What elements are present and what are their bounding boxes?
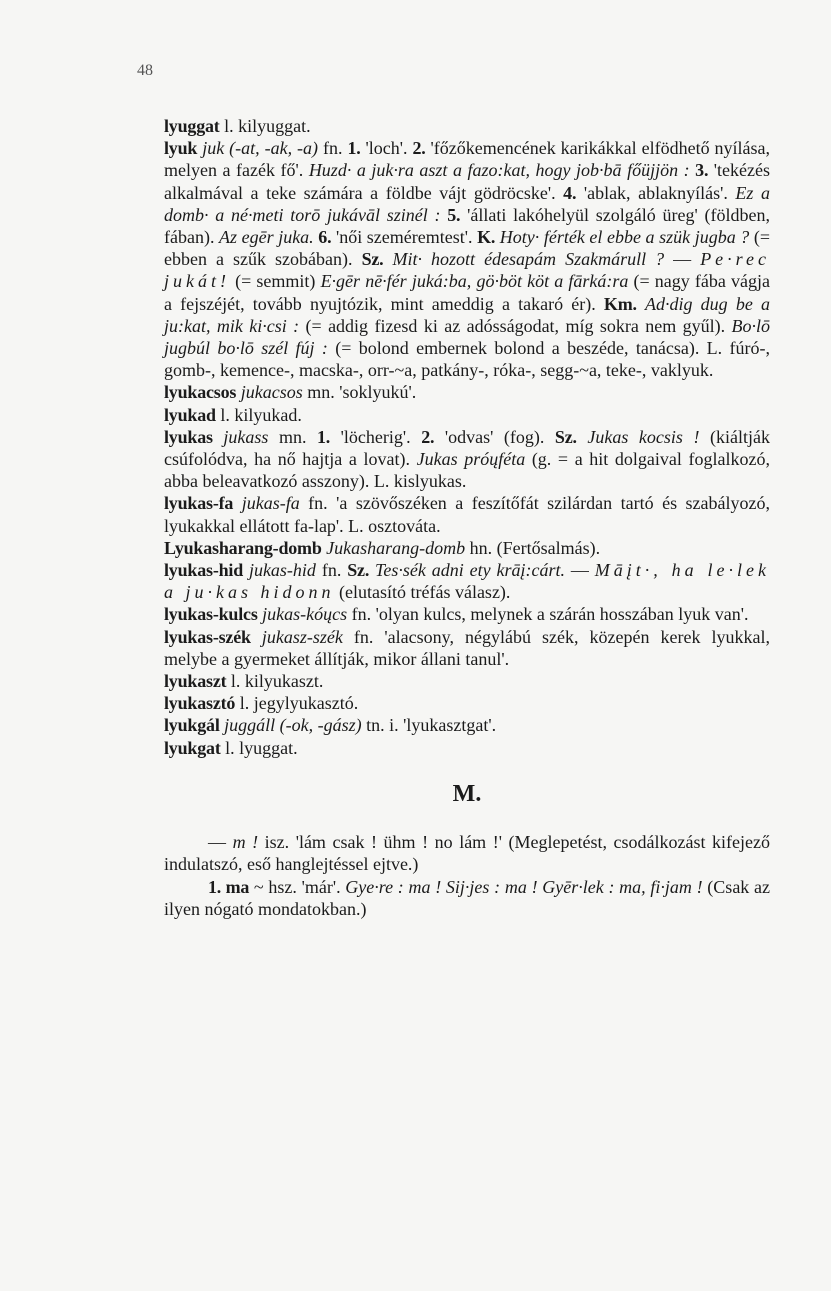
entry-text: tn. i. 'lyukasztgat'. (361, 715, 497, 736)
region-label: K. (477, 227, 496, 248)
dialect-form: jukas-fa (241, 493, 300, 514)
headword: lyukas-kulcs (164, 604, 258, 625)
entry-text: l. kilyuggat. (219, 116, 311, 136)
entry-text: (= semmit) (230, 271, 321, 292)
entry-text: (= nagy fába vágja a fejszéjét, tovább nyujtózik, mint ameddig a takaró ér). (164, 271, 770, 314)
example: Hoty· férték el ebbe a szük jugba ? (499, 227, 750, 248)
dialect-form: jukass (223, 426, 269, 447)
entry-lyukad (164, 404, 770, 426)
entry-text: l. lyuggat. (220, 737, 298, 758)
entry-text: — (564, 560, 595, 581)
entry-text (233, 493, 241, 513)
entry-lyukas-szek (164, 626, 770, 670)
sense-number: 1. (347, 138, 361, 159)
dialect-form: m ! (232, 832, 259, 853)
headword: lyuggat (164, 116, 220, 136)
dialect-form: jukacsos (240, 382, 303, 403)
headword: lyukaszt (164, 671, 227, 692)
entry-text: hn. (Fertősalmás). (465, 537, 601, 558)
entry-text: (kiáltják csúfolódva, ha nő hajtja a lovat). (164, 426, 770, 470)
sense-number: 2. (412, 138, 426, 159)
saying-label: Sz. (347, 560, 370, 581)
example: Az egēr juka. (219, 227, 314, 248)
example: Tes·sék adni ety krāį:cárt. (375, 560, 565, 581)
example: Pe·rec jukát! (164, 249, 770, 292)
entry-lyukacsos (164, 381, 770, 403)
headword: lyukas (164, 426, 213, 447)
sense-number: 4. (563, 182, 577, 203)
entry-text: (g. = a hit dolgaival foglalkozó, abba beleavatkozó asszony). L. kislyukas. (164, 449, 770, 492)
entry-ma (164, 876, 770, 920)
entry-text: mn. 'soklyukú'. (302, 382, 417, 403)
entry-text: fn. 'alacsony, négylábú szék, közepén kerek lyukkal, melybe a gyermeket állítják, mikor állani tanul'. (164, 626, 770, 669)
entry-text: 'loch'. (360, 138, 413, 159)
dialect-form: jukasz-szék (261, 626, 343, 647)
entry-text: fn. 'olyan kulcs, melynek a szárán hosszában lyuk van'. (347, 604, 749, 625)
entry-text (251, 627, 262, 647)
entry-text: 'löcherig'. (330, 426, 422, 447)
entry-lyukgal (164, 714, 770, 736)
dialect-form: juk (-at, -ak, -a) (202, 138, 319, 159)
dialect-form: juggáll (-ok, -gász) (224, 715, 362, 736)
entry-text: (= ebben a szűk szobában). (164, 227, 771, 270)
entry-text: fn. (315, 560, 348, 581)
entry-lyukaszto (164, 692, 770, 714)
headword: 1. ma (208, 876, 250, 897)
page-number: 48 (137, 62, 153, 79)
headword: lyukacsos (164, 382, 237, 403)
entry-text: 'ablak, ablaknyílás'. (576, 182, 736, 203)
example: Gye·re : ma ! Sij·jes : ma ! Gyēr·lek : ma, fi·jam ! (345, 876, 703, 897)
dialect-form: jukas-hid (248, 560, 316, 581)
headword: lyukas-fa (164, 493, 234, 514)
example: Jukas kocsis ! (587, 426, 700, 447)
entry-lyukas-kulcs (164, 603, 770, 625)
example: Māįt·, ha le·lek a ju·kas hidonn (164, 560, 771, 603)
dialect-form: jukas-kóųcs (262, 604, 348, 625)
entry-lyukas (164, 426, 770, 493)
sense-number: 2. (421, 426, 435, 447)
entry-text: fn. 'a szövőszéken a feszítőfát szilárdan tartó és szabályozó, lyukakkal ellátott fa-lap'. L. osztováta. (164, 493, 771, 536)
example: Jukas próųféta (416, 449, 526, 470)
entry-lyukgat (164, 737, 770, 759)
entry-text: l. jegylyukasztó. (235, 693, 359, 714)
headword: lyukgál (164, 715, 220, 736)
headword: lyukas-szék (164, 626, 251, 647)
example: Huzd· a juk·ra aszt a fazo:kat, hogy job·bā főüjjön : (308, 160, 690, 181)
entry-text: l. kilyukaszt. (226, 671, 324, 692)
entry-text: — (208, 832, 233, 853)
headword: lyukad (164, 404, 216, 425)
entry-lyukaszt (164, 670, 770, 692)
headword: lyukas-hid (164, 560, 244, 581)
entry-text: 'állati lakóhelyül szolgáló üreg' (földben, fában). (164, 204, 770, 248)
entry-m-interjection (164, 831, 770, 875)
entry-text: (= addig fizesd ki az adósságodat, míg sokra nem gyűl). (299, 315, 732, 336)
headword: lyukasztó (164, 693, 236, 714)
entry-lyuk (164, 137, 770, 381)
entry-text (577, 427, 588, 447)
entry-text: l. kilyukad. (215, 404, 302, 425)
entry-lyukas-fa (164, 492, 770, 536)
entry-text: fn. (318, 138, 348, 159)
headword: lyuk (164, 138, 198, 159)
entry-text: 'női szeméremtest'. (331, 227, 478, 248)
entry-text: 'főzőkemencének karikákkal elfödhető nyílása, melyen a fazék fő'. (164, 138, 771, 181)
example: Ez a domb· a né·meti torō jukávāl szinél : (164, 182, 770, 225)
entry-text (213, 427, 224, 447)
sense-number: 1. (317, 426, 331, 447)
entry-text (383, 249, 392, 269)
entry-lyuggat (164, 115, 770, 137)
proverb-label: Km. (603, 293, 637, 314)
section-letter: M. (452, 780, 482, 807)
entry-text: mn. (268, 426, 317, 447)
entry-text: — (664, 249, 701, 270)
entry-text: 'odvas' (fog). (434, 426, 555, 447)
entry-text: (= bolond embernek bolond a beszéde, tanácsa). L. fúró-, gomb-, kemence-, macska-, orr-~a, patkány-, róka-, segg-~a, teke-, vaklyuk. (164, 338, 771, 381)
entry-text: 'tekézés alkalmával a teke számára a földbe vájt gödröcske'. (164, 160, 771, 203)
entry-text (637, 294, 645, 314)
sense-number: 5. (447, 204, 461, 225)
sense-number: 3. (695, 160, 709, 181)
entry-text: (Csak az ilyen nógató mondatokban.) (164, 876, 770, 919)
saying-label: Sz. (361, 249, 384, 270)
entry-lyukas-hid (164, 559, 770, 603)
sense-number: 6. (318, 227, 332, 248)
saying-label: Sz. (554, 426, 577, 447)
dialect-form: Jukasharang-domb (326, 537, 466, 558)
dictionary-column (164, 115, 770, 920)
entry-lyukasharang-domb (164, 537, 770, 559)
example: Ad·dig dug be a ju:kat, mik ki·csi : (164, 293, 770, 336)
entry-text: ~ hsz. 'már'. (249, 876, 346, 897)
example: E·gēr nē·fér juká:ba, gö·böt köt a fārká:ra (320, 271, 629, 292)
entry-text: (elutasító tréfás válasz). (334, 582, 511, 603)
headword: Lyukasharang-domb (164, 537, 322, 558)
example: Bo·lō jugbúl bo·lō szél fúj : (164, 315, 770, 359)
example: Mit· hozott édesapám Szakmárull ? (392, 249, 665, 270)
entry-text: isz. 'lám csak ! ühm ! no lám !' (Meglepetést, csodálkozást kifejező indulatszó, eső hanglejtéssel ejtve.) (164, 832, 771, 875)
headword: lyukgat (164, 737, 221, 758)
